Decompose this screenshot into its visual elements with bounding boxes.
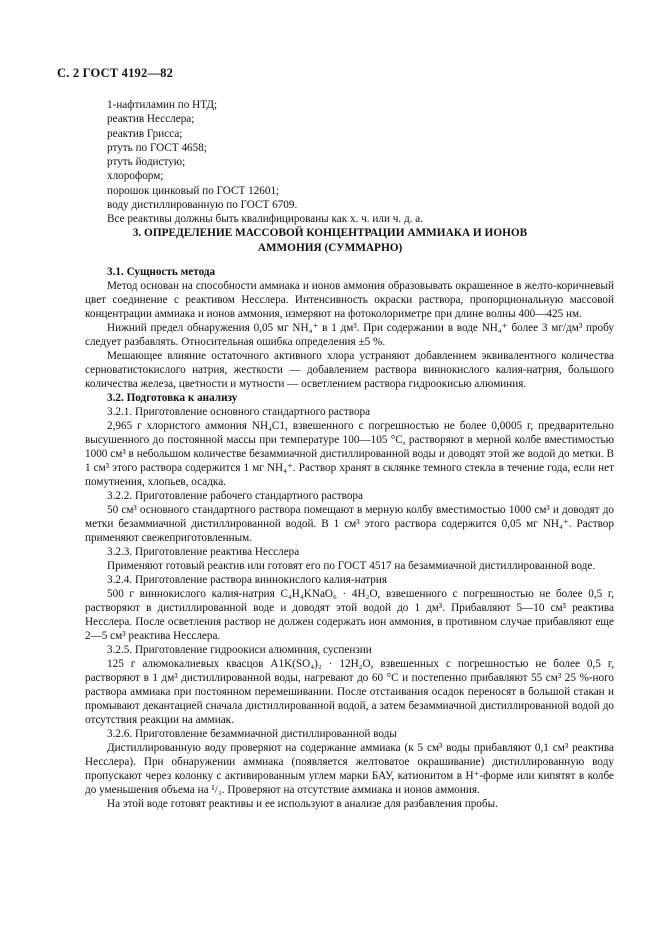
list-item: хлороформ; — [107, 170, 164, 183]
paragraph: Нижний предел обнаружения 0,05 мг NH₄⁺ в 1 дм³. При содержании в воде NH₄⁺ более 3 мг/дм³ пробу следует разбавлять. Относительная ошибка определения ±5 %. — [85, 322, 614, 348]
paragraph: 125 г алюмокалиевых квасцов A1K(SO₄)₂ · 12H₂O, взвешенных с погрешностью не более 0,5 г, растворяют в 1 дм³ дистиллированной воды, нагревают до 60 °С и постепенно прибавляют 55 см³ 25 %-ного раствора аммиака при постоянном перемешивании. После отстаивания осадок переносят в большой стакан и промывают декантацией сначала дистиллированной водой, а затем безаммиачной дистиллированной водой до отсутствия реакции на аммиак. — [85, 658, 614, 726]
clause-heading: 3.2.6. Приготовление безаммиачной дистиллированной воды — [107, 728, 397, 740]
paragraph: 500 г виннокислого калия-натрия C₄H₄KNaO₆ · 4H₂O, взвешенного с погрешностью не более 0,5 г, растворяют в дистиллированной воде и доводят этой водой до 1 дм³. Прибавляют 5—10 см³ реактива Несслера. После осветления раствор не должен содержать ион аммония, в противном случае прибавляют еще 2—5 см³ реактива Несслера. — [85, 588, 614, 642]
clause-heading: 3.2.5. Приготовление гидроокиси алюминия, суспензии — [107, 644, 372, 656]
paragraph: 2,965 г хлористого аммония NH₄C1, взвешенного с погрешностью не более 0,0005 г, предварительно высушенного до постоянной массы при температуре 100—105 °С, растворяют в мерной колбе вместимостью 1000 см³ в небольшом количестве безаммиачной дистиллированной воды и доводят этой же водой до метки. В 1 см³ этого раствора содержится 1 мг NH₄⁺. Раствор хранят в склянке темного стекла в течение года, если нет помутнения, хлопьев, осадка. — [85, 420, 614, 488]
clause-heading: 3.2.3. Приготовление реактива Несслера — [107, 546, 300, 558]
list-item: ртуть по ГОСТ 4658; — [107, 141, 207, 154]
section-body — [85, 265, 614, 811]
paragraph: Дистиллированную воду проверяют на содержание аммиака (к 5 см³ воды прибавляют 0,1 см³ реактива Несслера). При обнаружении аммиака (появляется желтоватое окрашивание) дистиллированную воду пропускают через колонку с активированным углем марки БАУ, катионитом в H⁺-форме или кипятят в колбе до уменьшения объема на ¹/₃. Проверяют на отсутствие аммиака и ионов аммония. — [85, 742, 614, 796]
reagent-list — [107, 98, 627, 227]
list-item: реактив Грисса; — [107, 127, 183, 140]
list-item: воду дистиллированную по ГОСТ 6709. — [107, 199, 298, 212]
paragraph: Мешающее влияние остаточного активного хлора устраняют добавлением эквивалентного количества серноватистокислого натрия, жесткости — добавлением раствора виннокислого калия-натрия, большого количества железа, цветности и мутности — осветлением раствора гидроокисью алюминия. — [85, 350, 614, 390]
section-title: 3. ОПРЕДЕЛЕНИЕ МАССОВОЙ КОНЦЕНТРАЦИИ АММИАКА И ИОНОВ АММОНИЯ (СУММАРНО) — [132, 227, 528, 254]
paragraph: Метод основан на способности аммиака и ионов аммония образовывать окрашенное в желто-коричневый цвет соединение с реактивом Несслера. Интенсивность окраски раствора, пропорциональную массовой концентрации аммиака и ионов аммония, измеряют на фотоколориметре при длине волны 400—425 нм. — [85, 280, 614, 320]
clause-heading: 3.2.4. Приготовление раствора виннокислого калия-натрия — [107, 574, 387, 586]
list-item: реактив Несслера; — [107, 113, 195, 126]
list-item: ртуть йодистую; — [107, 156, 186, 169]
list-item: 1-нафтиламин по НТД; — [107, 99, 218, 111]
page-header: С. 2 ГОСТ 4192—82 — [57, 66, 174, 80]
list-item: Все реактивы должны быть квалифицированы как х. ч. или ч. д. а. — [107, 213, 423, 226]
subheading-3-1: 3.1. Сущность метода — [107, 266, 216, 278]
subheading-3-2: 3.2. Подготовка к анализу — [107, 392, 238, 404]
list-item: порошок цинковый по ГОСТ 12601; — [107, 184, 280, 197]
paragraph: Применяют готовый реактив или готовят его по ГОСТ 4517 на безаммиачной дистиллированной воде. — [107, 560, 596, 572]
paragraph: 50 см³ основного стандартного раствора помещают в мерную колбу вместимостью 1000 см³ и доводят до метки безаммиачной дистиллированной водой. В 1 см³ этого раствора содержится 0,05 мг NH₄⁺. Раствор применяют свежеприготовленным. — [85, 504, 614, 544]
clause-heading: 3.2.1. Приготовление основного стандартного раствора — [107, 406, 371, 418]
clause-heading: 3.2.2. Приготовление рабочего стандартного раствора — [107, 490, 363, 502]
paragraph: На этой воде готовят реактивы и ее используют в анализе для разбавления пробы. — [107, 798, 498, 810]
